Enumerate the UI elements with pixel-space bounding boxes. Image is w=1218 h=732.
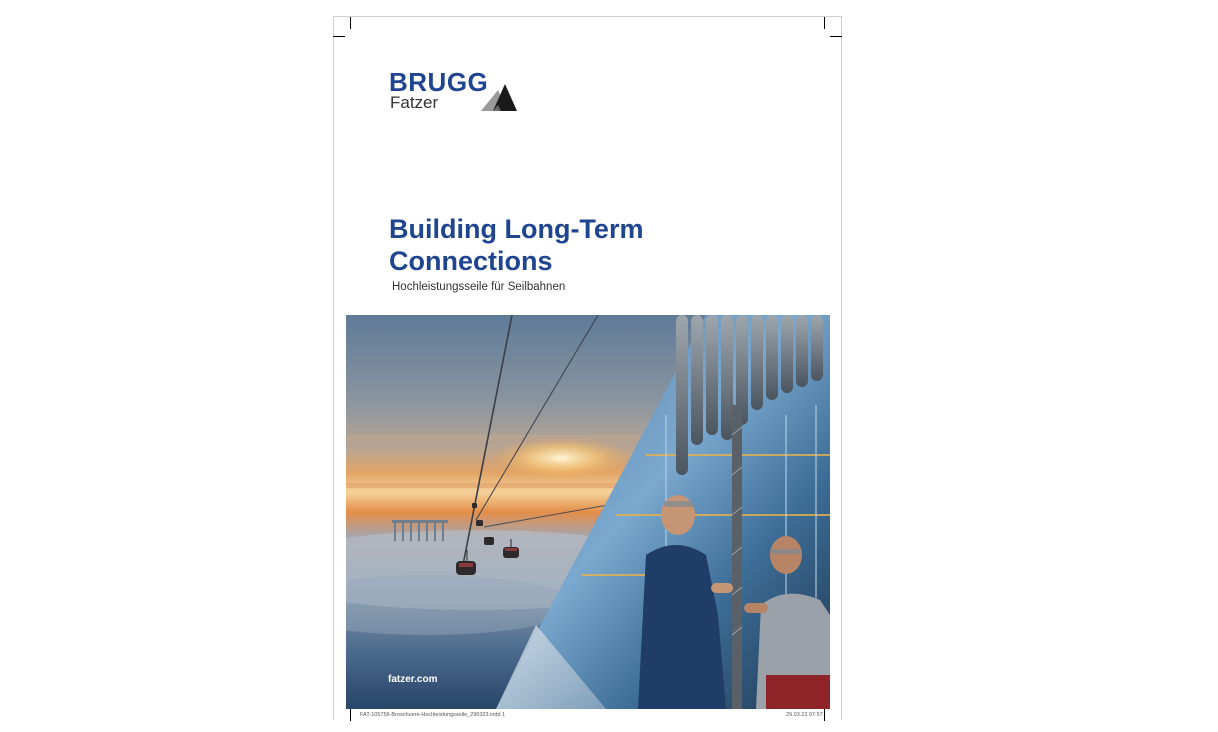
hero-illustration xyxy=(346,315,830,709)
crop-mark-top-right-h xyxy=(830,36,842,37)
crop-mark-bottom-right-v xyxy=(824,709,825,721)
print-slug-timestamp: 29.03.23 07:57 xyxy=(786,712,823,718)
print-slug-file: FAT-105756-Broschuere-Hochleistungsseile_290323.indd 1 xyxy=(360,712,506,718)
website-url[interactable]: fatzer.com xyxy=(388,674,438,685)
brochure-page xyxy=(333,16,842,720)
page-subtitle: Hochleistungsseile für Seilbahnen xyxy=(392,281,566,293)
crop-mark-top-left-v xyxy=(350,17,351,29)
hero-image xyxy=(346,315,830,709)
title-line-1: Building Long-Term xyxy=(389,214,644,244)
crop-mark-top-left-h xyxy=(333,36,345,37)
brand-subname: Fatzer xyxy=(390,93,439,112)
page-title xyxy=(389,213,643,277)
crop-mark-top-right-v xyxy=(824,17,825,29)
crop-mark-bottom-left-v xyxy=(350,709,351,721)
brand-name: BRUGG xyxy=(389,67,489,97)
mountain-triangles-icon xyxy=(481,84,517,111)
title-line-2: Connections xyxy=(389,246,553,276)
brand-logo xyxy=(389,69,519,117)
